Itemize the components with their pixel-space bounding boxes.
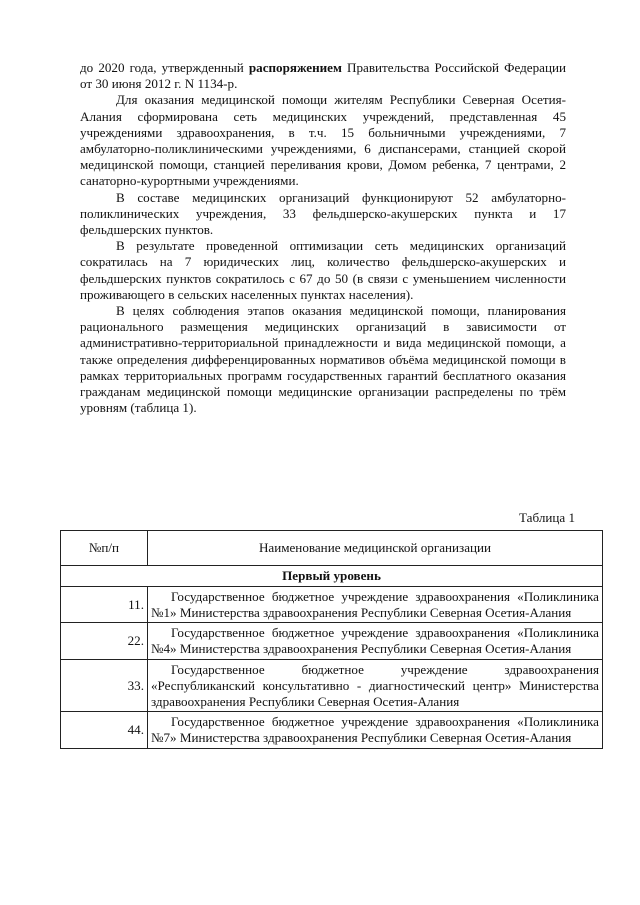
link-rasporyazhenie[interactable]: распоряжением: [248, 60, 342, 75]
row-number: 22.: [61, 623, 148, 660]
table-header-row: [61, 531, 603, 566]
paragraph-1: до 2020 года, утвержденный распоряжением Правительства Российской Федерации от 30 июня 2012 г. N 1134-р.: [80, 60, 566, 92]
organizations-table: [60, 530, 603, 749]
paragraph-3: В составе медицинских организаций функционируют 52 амбулаторно-поликлинических учреждения, 33 фельдшерско-акушерских пункта и 17 фельдшерских пунктов.: [80, 189, 566, 238]
row-number: 11.: [61, 586, 148, 623]
paragraph-2: Для оказания медицинской помощи жителям Республики Северная Осетия-Алания сформирована сеть медицинских учреждений, представленная 45 учреждениями здравоохранения, в т.ч. 15 больничными учреждениями, 7 амбулаторно-поликлиническими учреждениями, 6 диспансерами, станцией скорой медицинской помощи, станцией переливания крови, Домом ребенка, 7 центрами, 2 санаторно-курортными учреждениями.: [80, 92, 566, 189]
organization-name: Государственное бюджетное учреждение здравоохранения «Поликлиника №4» Министерства здравоохранения Республики Северная Осетия-Алания: [148, 623, 603, 660]
row-number: 44.: [61, 712, 148, 749]
column-header-number: №п/п: [61, 531, 148, 566]
paragraph-5: В целях соблюдения этапов оказания медицинской помощи, планирования рационального размещения медицинских организаций в зависимости от административно-территориальной принадлежности и вида медицинской помощи, а также определения дифференцированных нормативов объёма медицинской помощи в рамках территориальных программ государственных гарантий бесплатного оказания гражданам медицинской помощи медицинские организации распределены по трём уровням (таблица 1).: [80, 303, 566, 416]
table-row: [61, 659, 603, 711]
organization-name: Государственное бюджетное учреждение здравоохранения «Поликлиника №1» Министерства здравоохранения Республики Северная Осетия-Алания: [148, 586, 603, 623]
table-row: [61, 623, 603, 660]
row-number: 33.: [61, 659, 148, 711]
table-row: [61, 712, 603, 749]
paragraph-4: В результате проведенной оптимизации сеть медицинских организаций сократилась на 7 юридических лиц, количество фельдшерско-акушерских и фельдшерских пунктов сократилось с 67 до 50 (в связи с уменьшением численности проживающего в сельских населенных пунктах населения).: [80, 238, 566, 302]
organization-name: Государственное бюджетное учреждение здравоохранения «Республиканский консультативно - диагностический центр» Министерства здравоохранения Республики Северная Осетия-Алания: [148, 659, 603, 711]
level-title: Первый уровень: [61, 566, 603, 587]
table-level-row: [61, 566, 603, 587]
table-row: [61, 586, 603, 623]
body-text: [80, 60, 566, 416]
table-caption: Таблица 1: [519, 510, 575, 525]
organization-name: Государственное бюджетное учреждение здравоохранения «Поликлиника №7» Министерства здравоохранения Республики Северная Осетия-Алания: [148, 712, 603, 749]
column-header-name: Наименование медицинской организации: [148, 531, 603, 566]
